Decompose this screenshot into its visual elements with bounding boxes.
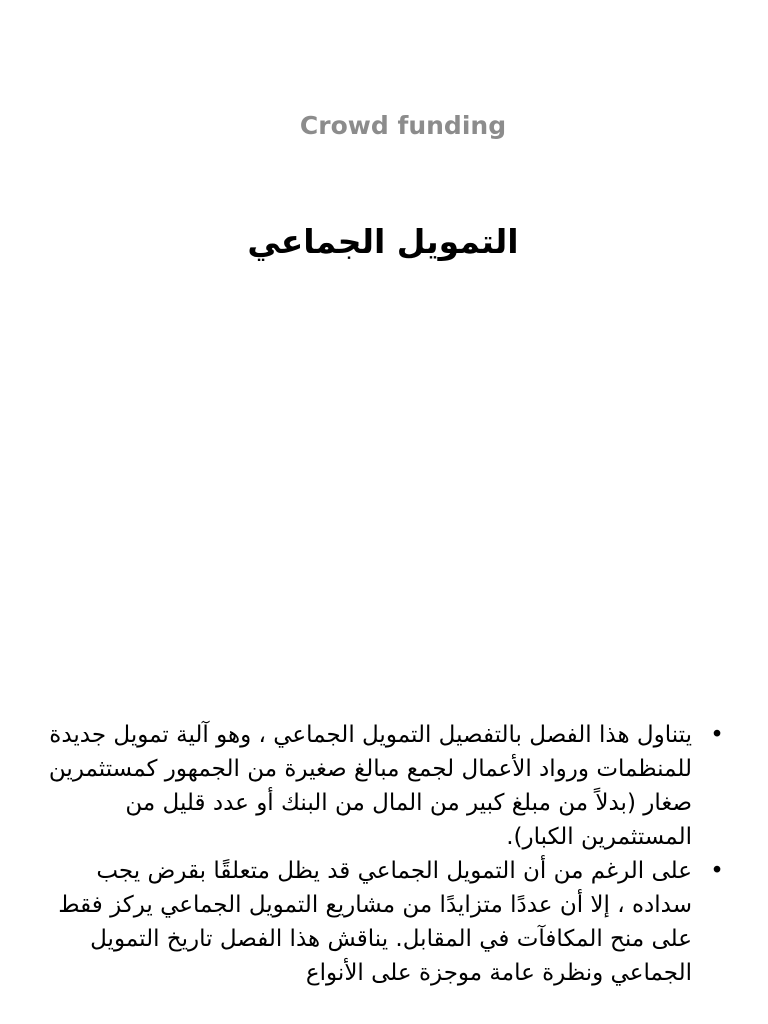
slide-title-arabic: التمويل الجماعي [247,222,519,261]
bullet-list [40,718,730,990]
bullet-item [40,854,730,990]
bullet-dot-icon: • [710,858,724,884]
bullet-text: على الرغم من أن التمويل الجماعي قد يظل متعلقًا بقرض يجب سداده ، إلا أن عددًا متزايدًا من مشاريع التمويل الجماعي يركز فقط على منح المكافآت في المقابل. يناقش هذا الفصل تاريخ التمويل الجماعي ونظرة عامة موجزة على الأنواع [58,858,692,986]
bullet-dot-icon: • [710,722,724,748]
bullet-item [40,718,730,854]
bullet-text: يتناول هذا الفصل بالتفصيل التمويل الجماعي ، وهو آلية تمويل جديدة للمنظمات ورواد الأعمال لجمع مبالغ صغيرة من الجمهور كمستثمرين صغار (بدلاً من مبلغ كبير من المال من البنك أو عدد قليل من المستثمرين الكبار). [48,722,692,850]
slide-subtitle-english: Crowd funding [299,111,507,140]
